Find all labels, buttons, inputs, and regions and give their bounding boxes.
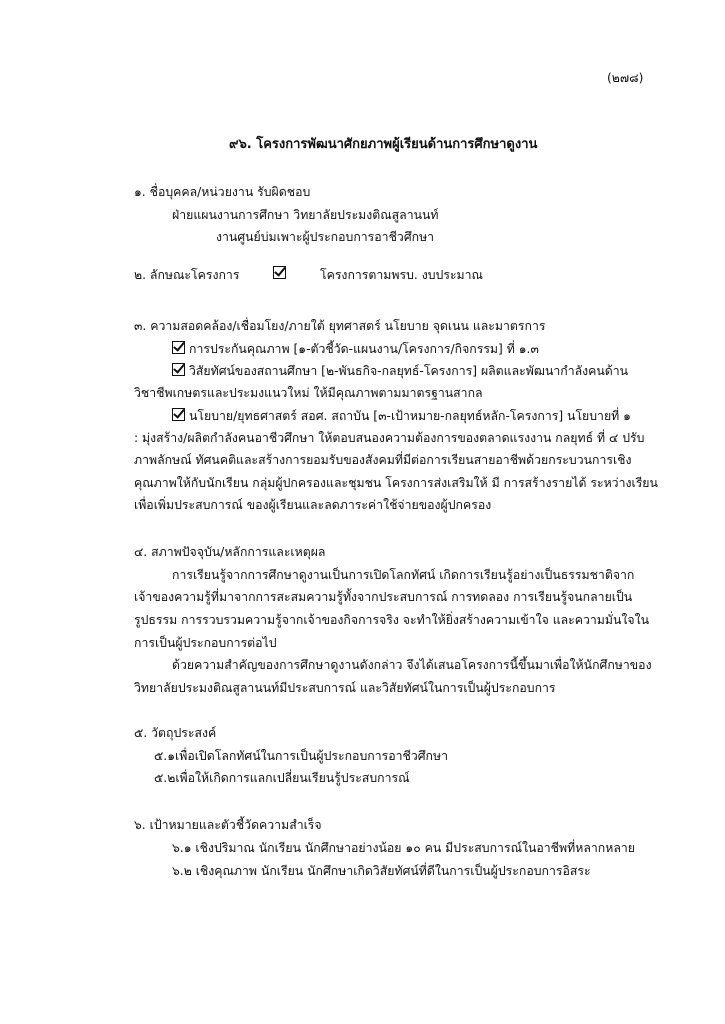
checkbox-checked-icon: [273, 266, 286, 279]
checkbox-checked-icon: [172, 341, 185, 354]
alignment-item-2-text: วิสัยทัศน์ของสถานศึกษา [๒-พันธกิจ-กลยุทธ์-โครงการ] ผลิตและพัฒนากำลังคนด้าน: [189, 364, 629, 378]
alignment-item-1: [172, 341, 539, 357]
alignment-item-2: [172, 363, 628, 379]
project-type-option: โครงการตามพรบ. งบประมาณ: [320, 268, 483, 282]
rationale-p1-line-1: การเรียนรู้จากการศึกษาดูงานเป็นการเปิดโลกทัศน์ เกิดการเรียนรู้อย่างเป็นธรรมชาติจาก: [172, 568, 635, 582]
section-5-heading: ๕. วัตถุประสงค์: [134, 726, 217, 740]
objective-1: ๕.๑เพื่อเปิดโลกทัศน์ในการเป็นผู้ประกอบการอาชีวศึกษา: [154, 749, 449, 763]
section-1-line-1: ฝ่ายแผนงานการศึกษา วิทยาลัยประมงติณสูลานนท์: [172, 208, 439, 222]
objective-2: ๕.๒เพื่อให้เกิดการแลกเปลี่ยนเรียนรู้ประสบการณ์: [154, 771, 410, 785]
checkbox-checked-icon: [172, 408, 185, 421]
alignment-item-2-cont: วิชาชีพเกษตรและประมงแนวใหม่ ให้มีคุณภาพตามมาตรฐานสากล: [134, 386, 483, 400]
rationale-p1-line-2: เจ้าของความรู้ที่มาจากการสะสมความรู้ทั้งจากประสบการณ์ การทดลอง การเรียนรู้จนกลายเป็น: [134, 590, 633, 604]
alignment-item-3-cont-2: ภาพลักษณ์ ทัศนคติและสร้างการยอมรับของสังคมที่มีต่อการเรียนสายอาชีพด้วยกระบวนการเชิง: [134, 453, 632, 467]
project-title: ๙๖. โครงการพัฒนาศักยภาพผู้เรียนด้านการศึกษาดูงาน: [229, 137, 538, 152]
section-2-heading: ๒. ลักษณะโครงการ: [134, 268, 240, 282]
alignment-item-3-cont-1: : มุ่งสร้าง/ผลิตกำลังคนอาชีวศึกษา ให้ตอบสนองความต้องการของตลาดแรงงาน กลยุทธ์ ที่ ๔ ปรับ: [134, 431, 645, 445]
section-6-heading: ๖. เป้าหมายและตัวชี้วัดความสำเร็จ: [134, 818, 322, 832]
checkbox-checked-icon: [172, 363, 185, 376]
project-type-row: [273, 266, 290, 282]
alignment-item-3-cont-4: เพื่อเพิ่มประสบการณ์ ของผู้เรียนและลดภาระค่าใช้จ่ายของผู้ปกครอง: [134, 498, 492, 512]
rationale-p2-line-1: ด้วยความสำคัญของการศึกษาดูงานดังกล่าว จึงได้เสนอโครงการนี้ขึ้นมาเพื่อให้นักศึกษาของ: [172, 658, 652, 672]
rationale-p1-line-3: รูปธรรม การรวบรวมความรู้จากเจ้าของกิจการจริง จะทำให้ยิ่งสร้างความเข้าใจ และความมั่นใจใน: [134, 613, 650, 627]
rationale-p2-line-2: วิทยาลัยประมงติณสูลานนท์มีประสบการณ์ และวิสัยทัศน์ในการเป็นผู้ประกอบการ: [134, 681, 556, 695]
section-3-heading: ๓. ความสอดคล้อง/เชื่อมโยง/ภายใต้ ยุทศาสตร์ นโยบาย จุดเนน และมาตรการ: [134, 319, 546, 333]
rationale-p1-line-4: การเป็นผู้ประกอบการต่อไป: [134, 636, 277, 650]
alignment-item-1-text: การประกันคุณภาพ [๑-ตัวชี้วัด-แผนงาน/โครงการ/กิจกรรม] ที่ ๑.๓: [189, 342, 539, 356]
page-number: (๒๗๘): [607, 71, 644, 85]
target-quality: ๖.๒ เชิงคุณภาพ นักเรียน นักศึกษาเกิดวิสัยทัศน์ที่ดีในการเป็นผู้ประกอบการอิสระ: [172, 864, 591, 878]
section-1-line-2: งานศูนย์บ่มเพาะผู้ประกอบการอาชีวศึกษา: [216, 230, 435, 244]
section-4-heading: ๔. สภาพปัจจุบัน/หลักการและเหตุผล: [134, 545, 326, 559]
alignment-item-3-cont-3: คุณภาพให้กับนักเรียน กลุ่มผู้ปกครองและชุมชน โครงการส่งเสริมให้ มี การสร้างรายได้ ระหว่างเรียน: [134, 476, 658, 490]
alignment-item-3: [172, 408, 631, 424]
alignment-item-3-text: นโยบาย/ยุทธศาสตร์ สอศ. สถาบัน [๓-เป้าหมาย-กลยุทธ์หลัก-โครงการ] นโยบายที่ ๑: [189, 409, 631, 423]
section-1-heading: ๑. ชื่อบุคคล/หน่วยงาน รับผิดชอบ: [134, 185, 311, 199]
target-quantity: ๖.๑ เชิงปริมาณ นักเรียน นักศึกษาอย่างน้อย ๑๐ คน มีประสบการณ์ในอาชีพที่หลากหลาย: [172, 841, 635, 855]
